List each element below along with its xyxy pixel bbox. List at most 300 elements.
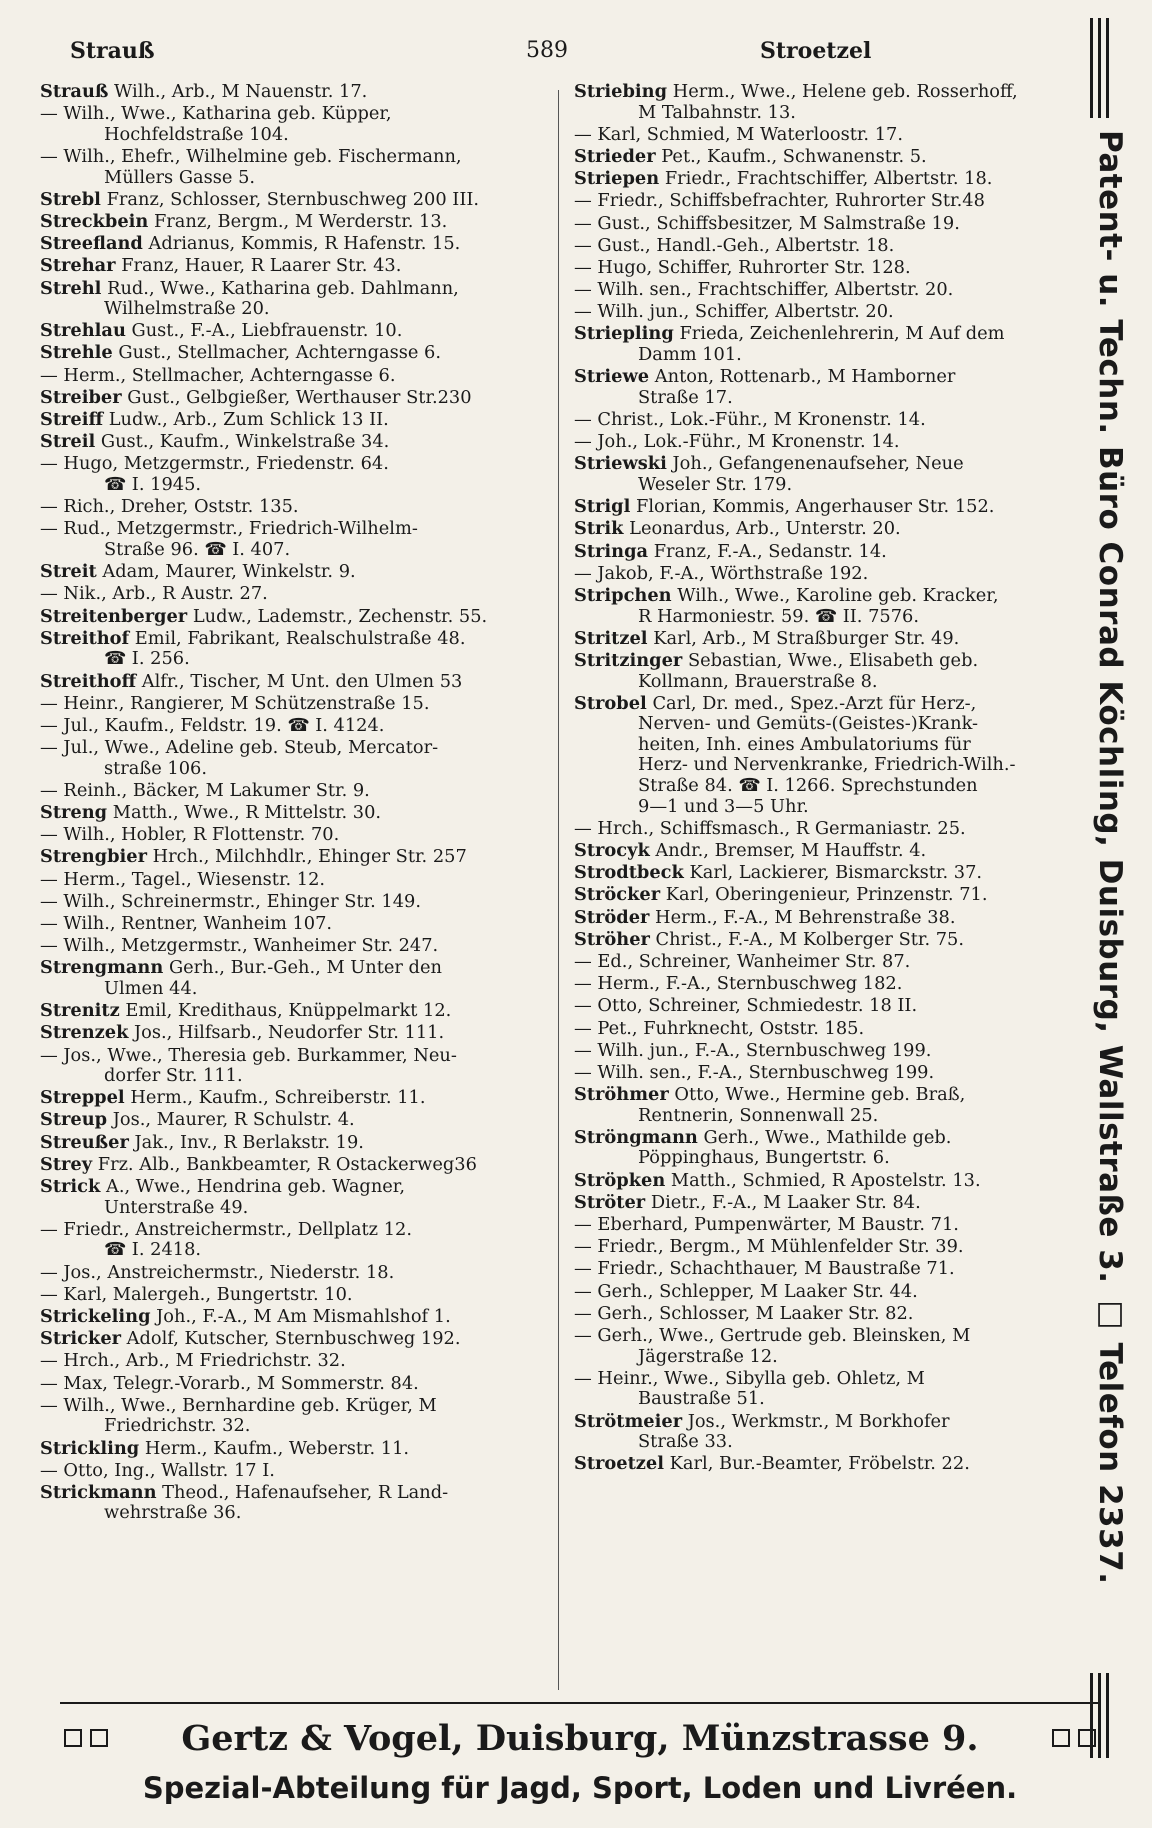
directory-entry [40,716,550,737]
directory-entry [40,234,550,255]
directory-entry [40,212,550,233]
entry-surname: Streup [40,1109,108,1131]
entry-details: — Otto, Ing., Wallstr. 17 I. [40,1459,275,1481]
entry-details: — Wilh., Ehefr., Wilhelmine geb. Fischermann, [40,145,462,167]
entry-details: — Hrch., Arb., M Friedrichstr. 32. [40,1350,346,1372]
entry-continuation: Rentnerin, Sonnenwall 25. [638,1104,879,1126]
directory-entry [40,694,550,715]
directory-entry [40,343,550,364]
directory-entry [40,1329,550,1350]
bottom-rule [60,1702,1100,1704]
directory-entry [574,651,1079,692]
entry-surname: Streiber [40,386,122,408]
directory-entry [574,302,1079,323]
entry-details: Jos., Maurer, R Schulstr. 4. [107,1109,355,1131]
directory-entry [40,847,550,868]
entry-surname: Strickeling [40,1305,151,1327]
entry-continuation: Straße 17. [638,386,733,408]
directory-entry [40,738,550,779]
entry-details: — Wilh., Hobler, R Flottenstr. 70. [40,824,340,846]
directory-entry [40,803,550,824]
directory-entry [574,519,1079,540]
entry-details: — Gerh., Wwe., Gertrude geb. Bleinsken, M [574,1324,971,1346]
entry-details: Adolf, Kutscher, Sternbuschweg 192. [121,1328,461,1350]
directory-entry [574,258,1079,279]
entry-continuation: Straße 96. ☎ I. 407. [104,538,291,560]
entry-details: Karl, Bur.-Beamter, Fröbelstr. 22. [663,1453,970,1475]
entry-details: — Wilh. sen., F.-A., Sternbuschweg 199. [574,1061,935,1083]
directory-entry [40,1307,550,1328]
entry-details: — Herm., Tagel., Wiesenstr. 12. [40,868,326,890]
directory-entry [574,841,1079,862]
entry-details: — Wilh. jun., Schiffer, Albertstr. 20. [574,301,894,323]
entry-surname: Strocyk [574,840,650,862]
entry-surname: Strötmeier [574,1410,683,1432]
entry-details: — Wilh., Wwe., Katharina geb. Küpper, [40,103,392,125]
entry-surname: Strieder [574,145,656,167]
entry-continuation: Herz- und Nervenkranke, Friedrich-Wilh.- [638,754,1016,776]
directory-entry [574,125,1079,146]
directory-entry [40,870,550,891]
entry-surname: Strebl [40,188,101,210]
entry-details: Franz, F.-A., Sedanstr. 14. [648,540,887,562]
entry-surname: Strickling [40,1437,140,1459]
directory-entry [40,562,550,583]
entry-details: Karl, Arb., M Straßburger Str. 49. [647,627,960,649]
entry-details: Frz. Alb., Bankbeamter, R Ostackerweg36 [92,1153,477,1175]
entry-details: — Wilh. sen., Frachtschiffer, Albertstr. 20. [574,279,954,301]
entry-continuation: ☎ I. 1945. [104,474,202,495]
entry-continuation: Pöppinghaus, Bungertstr. 6. [638,1147,890,1169]
page-number: 589 [526,38,568,63]
directory-entry [574,1128,1079,1169]
directory-entry [574,1412,1079,1453]
entry-surname: Ströder [574,906,650,928]
entry-continuation: Jägerstraße 12. [638,1345,778,1367]
directory-entry [574,497,1079,518]
entry-continuation: Friedrichstr. 32. [104,1415,251,1437]
entry-details: — Eberhard, Pumpenwärter, M Baustr. 71. [574,1214,959,1236]
entry-continuation: straße 106. [104,757,208,779]
entry-details: — Pet., Fuhrknecht, Oststr. 185. [574,1017,865,1039]
entry-surname: Strengbier [40,846,147,868]
entry-surname: Streiff [40,409,104,431]
directory-entry [40,1001,550,1022]
entry-surname: Streithoff [40,670,137,692]
entry-details: Gust., Kaufm., Winkelstraße 34. [95,431,390,453]
directory-entry [40,1110,550,1131]
entry-details: — Karl, Malergeh., Bungertstr. 10. [40,1283,353,1305]
entry-details: Matth., Schmied, R Apostelstr. 13. [665,1169,981,1191]
entry-details: Friedr., Frachtschiffer, Albertstr. 18. [659,168,993,190]
entry-details: Pet., Kaufm., Schwanenstr. 5. [655,145,927,167]
directory-entry [40,892,550,913]
entry-details: — Friedr., Bergm., M Mühlenfelder Str. 39. [574,1236,964,1258]
entry-surname: Strickmann [40,1481,157,1503]
entry-surname: Strenzek [40,1022,129,1044]
entry-continuation: Unterstraße 49. [104,1196,249,1218]
entry-details: — Wilh. jun., F.-A., Sternbuschweg 199. [574,1039,932,1061]
entry-details: Gerh., Wwe., Mathilde geb. [697,1126,952,1148]
entry-surname: Ströter [574,1191,646,1213]
directory-entry [574,863,1079,884]
entry-details: Joh., Gefangenenaufseher, Neue [666,453,964,475]
directory-entry [574,1171,1079,1192]
entry-surname: Striewe [574,366,650,388]
entry-surname: Striepling [574,323,674,345]
page-header [40,34,1080,74]
directory-entry [40,1439,550,1460]
directory-entry [574,908,1079,929]
directory-entry [574,169,1079,190]
directory-entry [40,410,550,431]
directory-entry [574,1369,1079,1410]
directory-entry [574,586,1079,627]
directory-entry [40,1483,550,1524]
entry-details: — Nik., Arb., R Austr. 27. [40,583,268,605]
entry-surname: Ströhmer [574,1084,669,1106]
entry-details: Carl, Dr. med., Spez.-Arzt für Herz-, [646,692,977,714]
directory-entry [40,1088,550,1109]
square-bullet-icon [60,1729,112,1747]
entry-details: Alfr., Tischer, M Unt. den Ulmen 53 [136,670,463,692]
directory-entry [574,629,1079,650]
sidebar-ad-text: Patent- u. Techn. Büro Conrad Köchling, Duisburg, Wallstraße 3. □ Telefon 2337. [1092,130,1128,1585]
directory-entry [574,1282,1079,1303]
entry-surname: Streitenberger [40,605,188,627]
directory-entry [40,1177,550,1218]
entry-surname: Stroetzel [574,1453,664,1475]
entry-details: Jos., Hilfsarb., Neudorfer Str. 111. [128,1022,445,1044]
sidebar-rule [1090,18,1093,118]
entry-details: — Gerh., Schlosser, M Laaker Str. 82. [574,1302,914,1324]
entry-details: Dietr., F.-A., M Laaker Str. 84. [645,1191,921,1213]
directory-entry [574,542,1079,563]
entry-details: Herm., Kaufm., Schreiberstr. 11. [124,1087,426,1109]
entry-surname: Strauß [40,81,109,102]
entry-details: Matth., Wwe., R Mittelstr. 30. [107,802,382,824]
entry-continuation: Hochfeldstraße 104. [104,123,289,145]
entry-details: Wilh., Arb., M Nauenstr. 17. [108,81,368,102]
entry-surname: Streit [40,561,97,583]
entry-details: Herm., Kaufm., Weberstr. 11. [139,1437,410,1459]
directory-entry [40,82,550,103]
entry-details: — Rud., Metzgermstr., Friedrich-Wilhelm- [40,518,418,540]
entry-details: Andr., Bremser, M Hauffstr. 4. [649,840,927,862]
entry-surname: Striewski [574,453,667,475]
directory-entry [574,236,1079,257]
directory-entry [574,1304,1079,1325]
entry-surname: Streppel [40,1087,125,1109]
entry-surname: Strobel [574,692,647,714]
directory-entry [574,1259,1079,1280]
entry-details: Florian, Kommis, Angerhauser Str. 152. [630,496,995,518]
directory-entry [40,1046,550,1087]
entry-surname: Stritzinger [574,649,683,671]
directory-entry [40,1285,550,1306]
entry-details: — Otto, Schreiner, Schmiedestr. 18 II. [574,995,918,1017]
entry-details: Gerh., Bur.-Geh., M Unter den [163,957,442,979]
entry-continuation: dorfer Str. 111. [104,1065,243,1087]
entry-details: Sebastian, Wwe., Elisabeth geb. [682,649,979,671]
directory-entry [574,410,1079,431]
entry-details: Ludw., Arb., Zum Schlick 13 II. [103,409,389,431]
entry-details: — Rich., Dreher, Oststr. 135. [40,496,299,518]
directory-entry [40,914,550,935]
entry-details: Leonardus, Arb., Unterstr. 20. [623,518,901,540]
entry-details: — Herm., Stellmacher, Achterngasse 6. [40,364,396,386]
entry-details: Adam, Maurer, Winkelstr. 9. [96,561,356,583]
directory-entry [574,564,1079,585]
directory-entry [40,388,550,409]
directory-entry [574,974,1079,995]
entry-surname: Streußer [40,1131,129,1153]
directory-entry [574,214,1079,235]
entry-surname: Ströpken [574,1169,666,1191]
entry-details: — Friedr., Anstreichermstr., Dellplatz 12. [40,1218,412,1240]
entry-details: — Reinh., Bäcker, M Lakumer Str. 9. [40,779,370,801]
directory-entry [574,1237,1079,1258]
entry-continuation: Müllers Gasse 5. [104,166,256,188]
entry-details: — Wilh., Metzgermstr., Wanheimer Str. 247. [40,935,439,957]
directory-entry [40,607,550,628]
directory-entry [40,256,550,277]
entry-details: — Wilh., Rentner, Wanheim 107. [40,912,333,934]
entry-details: — Herm., F.-A., Sternbuschweg 182. [574,973,903,995]
directory-entry [574,885,1079,906]
entry-details: Karl, Oberingenieur, Prinzenstr. 71. [660,884,988,906]
entry-details: — Christ., Lok.-Führ., M Kronenstr. 14. [574,409,926,431]
entry-details: Hrch., Milchhdlr., Ehinger Str. 257 [146,846,467,868]
entry-details: Ludw., Lademstr., Zechenstr. 55. [187,605,488,627]
entry-continuation: wehrstraße 36. [104,1502,242,1524]
entry-surname: Strey [40,1153,93,1175]
bottom-ad-company: Gertz & Vogel, Duisburg, Münzstrasse 9. [181,1717,979,1759]
directory-entry [574,1085,1079,1126]
directory-entry [40,1461,550,1482]
directory-entry [574,819,1079,840]
entry-surname: Streithof [40,627,130,649]
directory-entry [574,82,1079,123]
entry-surname: Strick [40,1176,101,1198]
entry-surname: Strehar [40,255,116,277]
entry-details: Herm., Wwe., Helene geb. Rosserhoff, [667,81,1018,102]
entry-surname: Strenitz [40,1000,120,1022]
sidebar-rule [1106,18,1109,118]
entry-details: Anton, Rottenarb., M Hamborner [649,366,956,388]
entry-surname: Ströher [574,928,650,950]
entry-details: Rud., Wwe., Katharina geb. Dahlmann, [101,277,459,299]
entry-details: Christ., F.-A., M Kolberger Str. 75. [649,928,965,950]
entry-details: Jak., Inv., R Berlakstr. 19. [128,1131,364,1153]
entry-continuation: Kollmann, Brauerstraße 8. [638,670,878,692]
entry-continuation: M Talbahnstr. 13. [638,101,796,123]
entry-surname: Striebing [574,81,668,102]
sidebar-advertisement [1080,18,1140,1758]
entry-details: — Max, Telegr.-Vorarb., M Sommerstr. 84. [40,1372,419,1394]
entry-details: Emil, Kredithaus, Knüppelmarkt 12. [119,1000,452,1022]
entry-details: Gust., Stellmacher, Achterngasse 6. [112,342,441,364]
entry-surname: Stringa [574,540,649,562]
entry-details: — Jul., Kaufm., Feldstr. 19. ☎ I. 4124. [40,714,385,736]
entry-surname: Ströcker [574,884,661,906]
entry-surname: Streil [40,431,96,453]
sidebar-rule [1098,18,1101,118]
entry-details: — Karl, Schmied, M Waterloostr. 17. [574,123,904,145]
entry-details: Theod., Hafenaufseher, R Land- [156,1481,449,1503]
entry-details: — Wilh., Wwe., Bernhardine geb. Krüger, M [40,1394,437,1416]
directory-entry [574,432,1079,453]
directory-entry [40,1155,550,1176]
directory-entry [40,321,550,342]
entry-details: Gust., F.-A., Liebfrauenstr. 10. [125,320,403,342]
entry-continuation: Baustraße 51. [638,1388,765,1410]
directory-entry [40,104,550,145]
entry-details: — Jul., Wwe., Adeline geb. Steub, Mercator- [40,737,439,759]
directory-entry [40,958,550,999]
entry-continuation: Wilhelmstraße 20. [104,298,270,320]
bottom-advertisement [0,1702,1152,1828]
entry-details: — Ed., Schreiner, Wanheimer Str. 87. [574,950,911,972]
directory-entry [40,1351,550,1372]
entry-surname: Strehlau [40,320,126,342]
entry-continuation: Straße 84. ☎ I. 1266. Sprechstunden [638,775,978,797]
entry-continuation: Straße 33. [638,1431,733,1453]
directory-entry [574,1041,1079,1062]
directory-entry [40,825,550,846]
bottom-ad-line1 [60,1716,1100,1760]
entry-continuation: Weseler Str. 179. [638,474,793,495]
directory-entry [40,936,550,957]
directory-entry [574,1215,1079,1236]
directory-entry [40,279,550,320]
entry-surname: Stritzel [574,627,648,649]
bottom-ad-line2: Spezial-Abteilung für Jagd, Sport, Loden und Livréen. [142,1771,1018,1805]
entry-details: Franz, Hauer, R Laarer Str. 43. [115,255,402,277]
directory-entry [40,629,550,670]
entry-surname: Streng [40,802,108,824]
directory-entry [574,952,1079,973]
entry-details: Franz, Schlosser, Sternbuschweg 200 III. [100,188,480,210]
directory-entry [40,454,550,495]
entry-details: — Heinr., Rangierer, M Schützenstraße 15. [40,692,430,714]
entry-details: Franz, Bergm., M Werderstr. 13. [148,210,448,232]
entry-details: — Hrch., Schiffsmasch., R Germaniastr. 25. [574,817,966,839]
entry-details: Herm., F.-A., M Behrenstraße 38. [649,906,956,928]
directory-entry [40,1396,550,1437]
entry-details: — Hugo, Metzgermstr., Friedenstr. 64. [40,453,389,475]
entry-details: Otto, Wwe., Hermine geb. Braß, [668,1084,966,1106]
directory-entry [574,996,1079,1017]
entry-details: — Friedr., Schachthauer, M Baustraße 71. [574,1258,955,1280]
directory-entry [40,672,550,693]
directory-entry [40,432,550,453]
directory-entry [40,584,550,605]
directory-entry [574,1454,1079,1475]
entry-continuation: R Harmoniestr. 59. ☎ II. 7576. [638,605,919,627]
entry-details: — Gust., Schiffsbesitzer, M Salmstraße 19. [574,212,960,234]
entry-details: — Heinr., Wwe., Sibylla geb. Ohletz, M [574,1367,925,1389]
directory-entry [40,190,550,211]
directory-entry [574,324,1079,365]
directory-entry [40,1374,550,1395]
directory-entry [40,519,550,560]
directory-entry [574,367,1079,408]
entry-continuation: Damm 101. [638,344,742,366]
entry-surname: Streckbein [40,210,149,232]
directory-entry [574,1326,1079,1367]
entry-details: — Jos., Wwe., Theresia geb. Burkammer, Neu- [40,1044,457,1066]
header-right-keyword: Stroetzel [760,38,872,64]
entry-details: Karl, Lackierer, Bismarckstr. 37. [683,862,983,884]
entry-details: — Gerh., Schlepper, M Laaker Str. 44. [574,1280,918,1302]
directory-entry [574,280,1079,301]
directory-entry [40,147,550,188]
entry-surname: Striepen [574,168,660,190]
directory-entry [40,1023,550,1044]
entry-surname: Strigl [574,496,631,518]
entry-details: — Friedr., Schiffsbefrachter, Ruhrorter Str.48 [574,190,985,212]
entry-continuation: Nerven- und Gemüts-(Geistes-)Krank- [638,713,979,735]
directory-entry [574,930,1079,951]
directory-entry [40,1263,550,1284]
directory-entry [574,1193,1079,1214]
column-divider [558,90,559,1690]
entry-details: — Wilh., Schreinermstr., Ehinger Str. 149. [40,890,421,912]
square-bullet-icon [1048,1729,1100,1747]
left-column [40,82,550,1526]
header-left-keyword: Strauß [70,38,155,64]
entry-continuation: Ulmen 44. [104,977,198,999]
entry-surname: Strodtbeck [574,862,684,884]
entry-details: A., Wwe., Hendrina geb. Wagner, [100,1176,405,1198]
entry-surname: Strik [574,518,624,540]
entry-details: Jos., Werkmstr., M Borkhofer [682,1410,950,1432]
entry-continuation: heiten, Inh. eines Ambulatoriums für [638,733,971,755]
entry-continuation: 9—1 und 3—5 Uhr. [638,795,809,817]
entry-details: Joh., F.-A., M Am Mismahlshof 1. [150,1305,451,1327]
directory-entry [40,1220,550,1261]
directory-entry [574,694,1079,818]
entry-details: Wilh., Wwe., Karoline geb. Kracker, [671,584,999,606]
directory-entry [40,781,550,802]
entry-surname: Strehl [40,277,102,299]
directory-entry [40,497,550,518]
directory-entry [574,454,1079,495]
entry-details: — Hugo, Schiffer, Ruhrorter Str. 128. [574,256,911,278]
entry-continuation: ☎ I. 2418. [104,1239,202,1261]
directory-entry [574,191,1079,212]
directory-entry [574,147,1079,168]
entry-details: — Jos., Anstreichermstr., Niederstr. 18. [40,1261,395,1283]
entry-surname: Strengmann [40,957,164,979]
entry-details: — Jakob, F.-A., Wörthstraße 192. [574,562,869,584]
entry-details: Frieda, Zeichenlehrerin, M Auf dem [673,323,1005,345]
directory-entry [40,366,550,387]
entry-surname: Streefland [40,233,143,255]
directory-entry [574,1063,1079,1084]
entry-details: Adrianus, Kommis, R Hafenstr. 15. [142,233,461,255]
entry-continuation: ☎ I. 256. [104,648,190,670]
entry-details: Gust., Gelbgießer, Werthauser Str.230 [121,386,472,408]
entry-surname: Strehle [40,342,113,364]
entry-surname: Stripchen [574,584,672,606]
entry-surname: Ströngmann [574,1126,698,1148]
entry-details: — Gust., Handl.-Geh., Albertstr. 18. [574,234,895,256]
directory-entry [574,1019,1079,1040]
entry-details: — Joh., Lok.-Führ., M Kronenstr. 14. [574,431,900,453]
entry-details: Emil, Fabrikant, Realschulstraße 48. [129,627,466,649]
